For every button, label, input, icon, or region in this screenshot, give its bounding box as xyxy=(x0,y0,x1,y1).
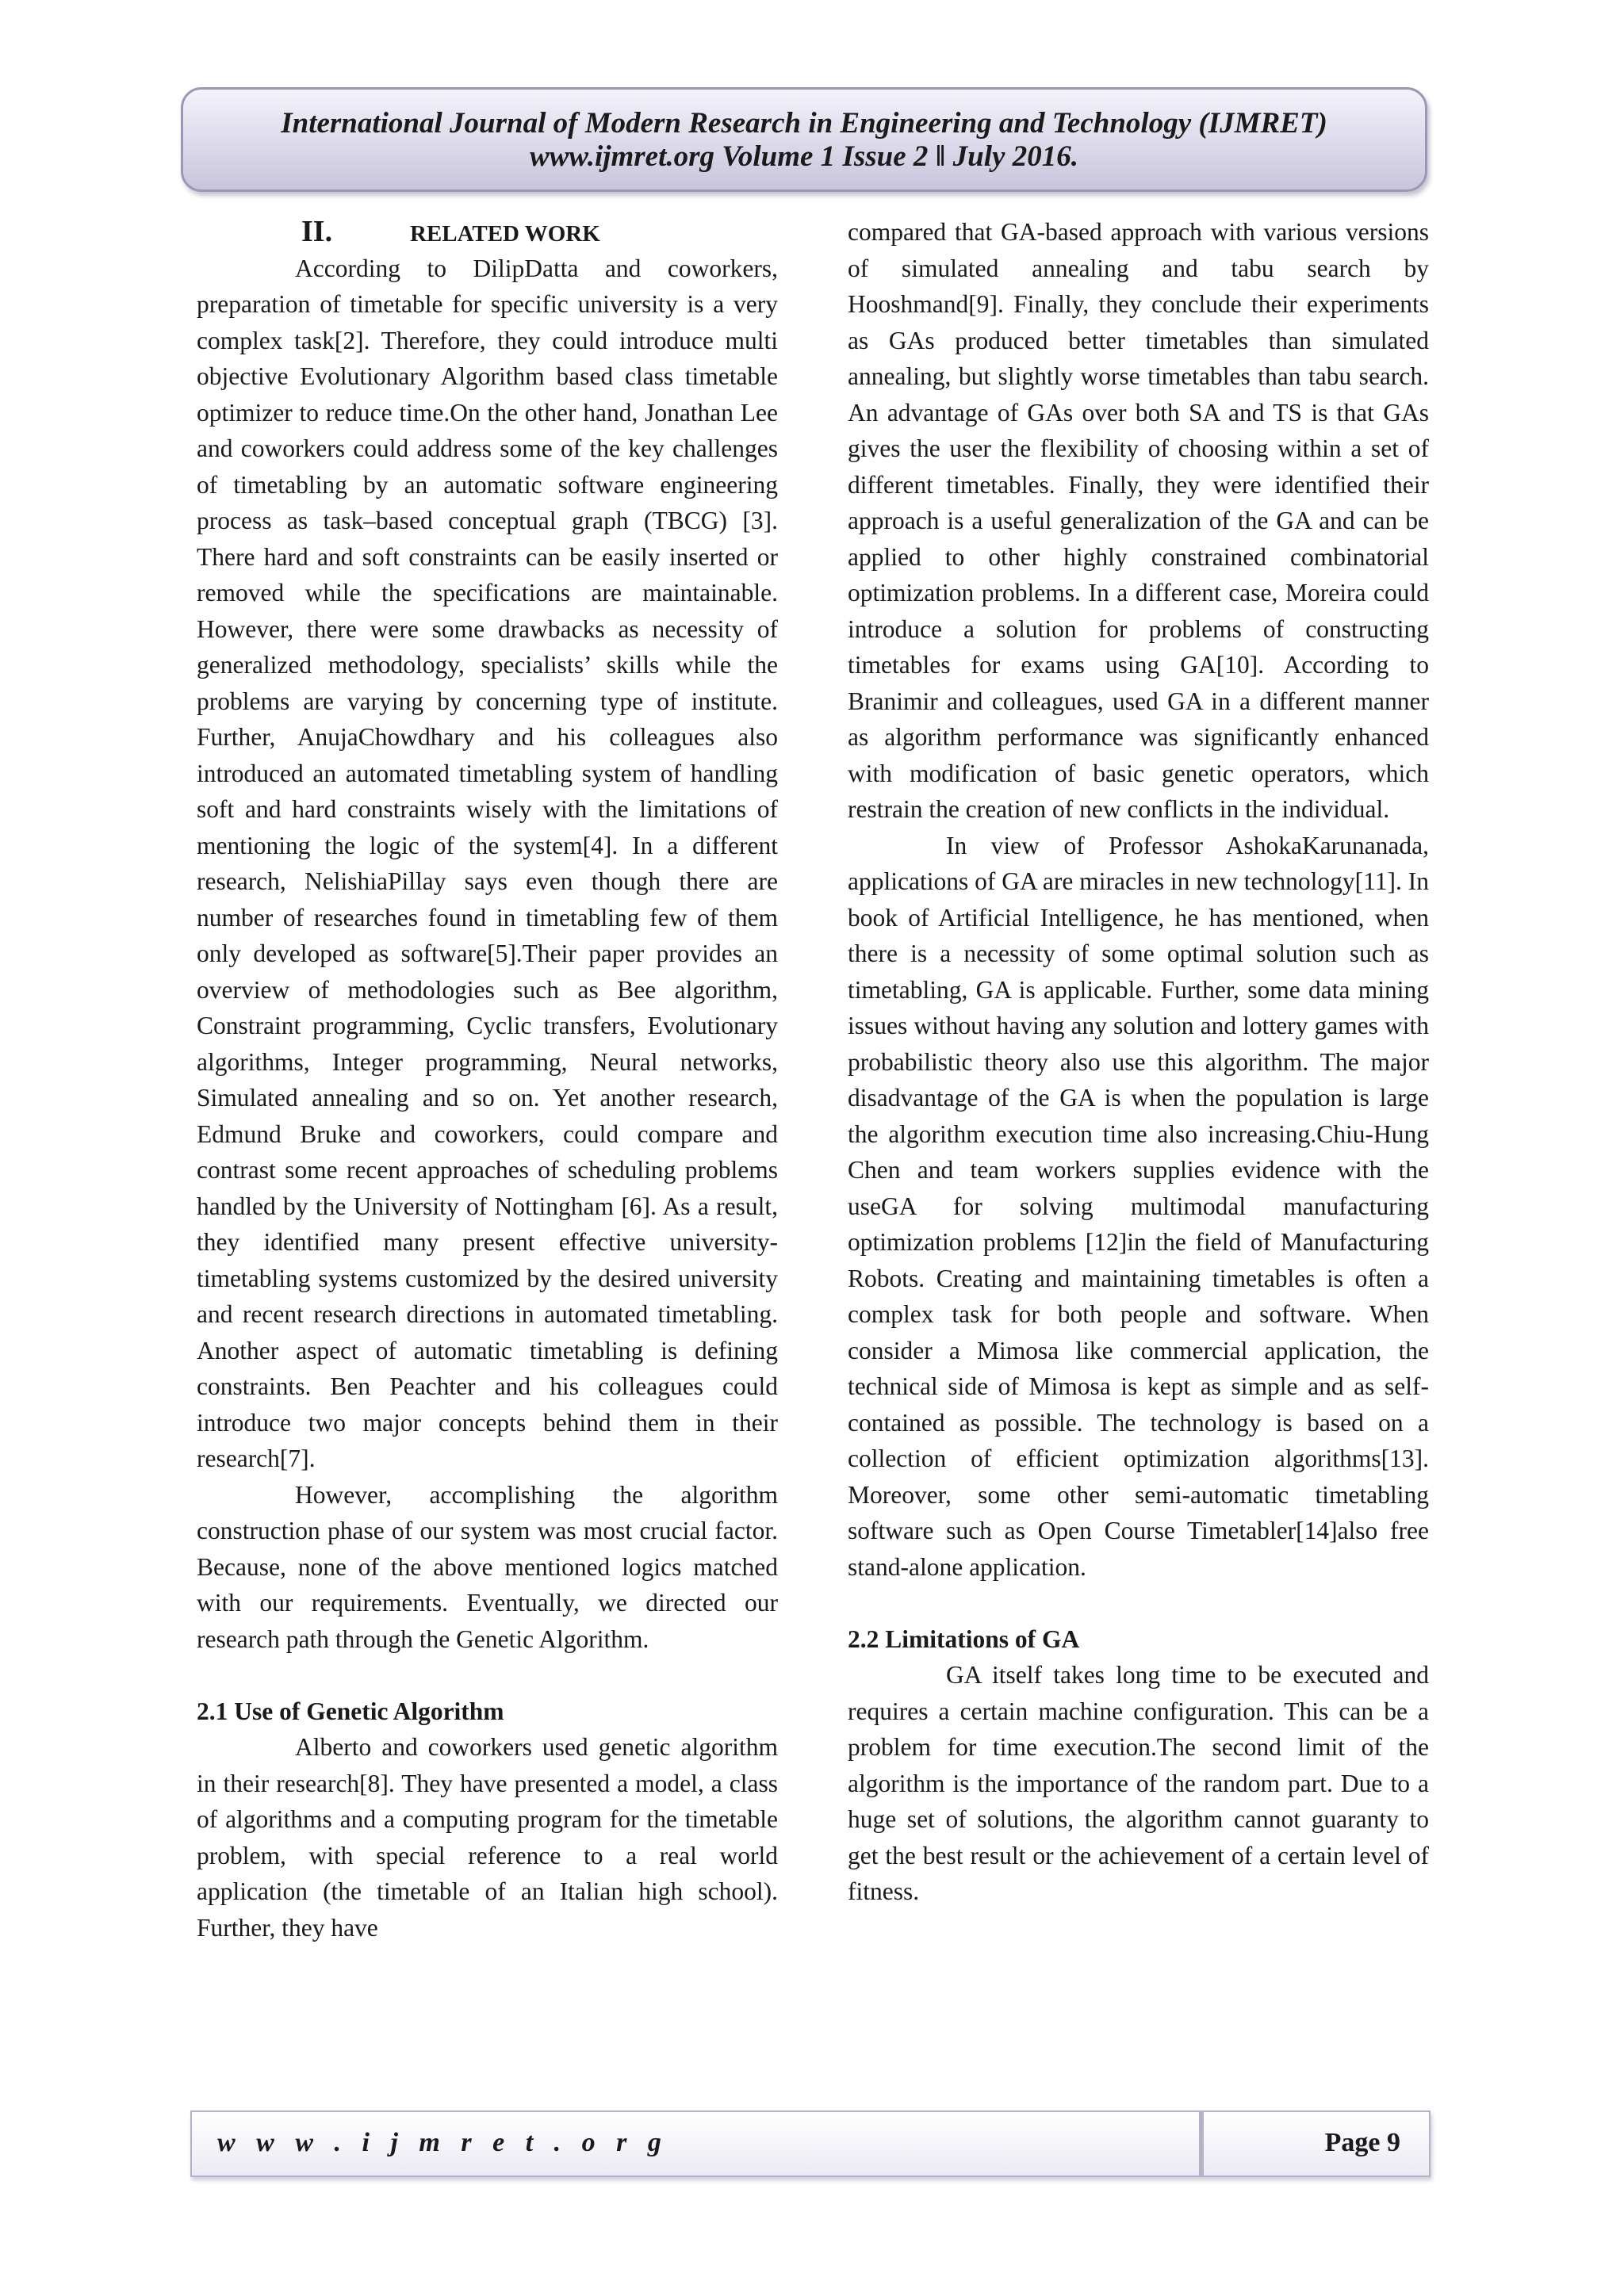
paragraph-related-work: According to DilipDatta and coworkers, preparation of timetable for specific university is a very complex task[2]. Therefore, they could introduce multi objective Evolutionary Algorithm based class timetable optimizer to reduce time.On the other hand, Jonathan Lee and coworkers could address some of the key challenges of timetabling by an automatic software engineering process as task–based conceptual graph (TBCG) [3]. There hard and soft constraints can be easily inserted or removed while the specifications are maintainable. However, there were some drawbacks as necessity of generalized methodology, specialists’ skills while the problems are varying by concerning type of institute. Further, AnujaChowdhary and his colleagues also introduced an automated timetabling system of handling soft and hard constraints wisely with the limitations of mentioning the logic of the system[4]. In a different research, NelishiaPillay says even though there are number of researches found in timetabling few of them only developed as software[5].Their paper provides an overview of methodologies such as Bee algorithm, Constraint programming, Cyclic transfers, Evolutionary algorithms, Integer programming, Neural networks, Simulated annealing and so on. Yet another research, Edmund Bruke and coworkers, could compare and contrast some recent approaches of scheduling problems handled by the University of Nottingham [6]. As a result, they identified many present effective university-timetabling systems customized by the desired university and recent research directions in automated timetabling. Another aspect of automatic timetabling is defining constraints. Ben Peachter and his colleagues could introduce two major concepts behind them in their research[7]. xyxy=(197,254,778,1472)
subsection-heading-use-of-ga: 2.1 Use of Genetic Algorithm xyxy=(197,1697,504,1725)
paragraph-use-of-ga: Alberto and coworkers used genetic algorithm in their research[8]. They have presented a model, a class of algorithms and a computing program for the timetable problem, with special reference to a real world application (the timetable of an Italian high school). Further, they have xyxy=(197,1733,778,1942)
footer-divider xyxy=(1199,2112,1204,2175)
spacer xyxy=(197,1657,778,1693)
page-number: Page 9 xyxy=(1324,2128,1400,2157)
spacer xyxy=(848,1585,1429,1621)
page-footer xyxy=(190,2110,1431,2177)
section-number: II. xyxy=(301,215,333,248)
right-column xyxy=(848,214,1429,1910)
paragraph-algorithm-construction: However, accomplishing the algorithm construction phase of our system was most crucial factor. Because, none of the above mentioned logics matched with our requirements. Eventually, we directed our research path through the Genetic Algorithm. xyxy=(197,1480,778,1653)
paragraph-ga-comparison: compared that GA-based approach with various versions of simulated annealing and tabu search by Hooshmand[9]. Finally, they conclude their experiments as GAs produced better timetables than simulated annealing, but slightly worse timetables than tabu search. An advantage of GAs over both SA and TS is that GAs gives the user the flexibility of choosing within a set of different timetables. Finally, they were identified their approach is a useful generalization of the GA and can be applied to other highly constrained combinatorial optimization problems. In a different case, Moreira could introduce a solution for problems of constructing timetables for exams using GA[10]. According to Branimir and colleagues, used GA in a different manner as algorithm performance was significantly enhanced with modification of basic genetic operators, which restrain the creation of new conflicts in the individual. xyxy=(848,218,1429,823)
paragraph-limitations: GA itself takes long time to be executed and requires a certain machine configuration. This can be a problem for time execution.The second limit of the algorithm is the importance of the random part. Due to a huge set of solutions, the algorithm cannot guaranty to get the best result or the achievement of a certain level of fitness. xyxy=(848,1661,1429,1905)
subsection-heading-limitations: 2.2 Limitations of GA xyxy=(848,1624,1080,1653)
left-column xyxy=(197,214,778,1946)
journal-title: International Journal of Modern Research in Engineering and Technology (IJMRET) xyxy=(281,107,1327,140)
journal-issue-info: www.ijmret.org Volume 1 Issue 2 ǁ July 2016. xyxy=(530,140,1078,173)
paragraph-ga-applications: In view of Professor AshokaKarunanada, applications of GA are miracles in new technology[11]. In book of Artificial Intelligence, he has mentioned, when there is a necessity of some optimal solution such as timetabling, GA is applicable. Further, some data mining issues without having any solution and lottery games with probabilistic theory also use this algorithm. The major disadvantage of the GA is when the population is large the algorithm execution time also increasing.Chiu-Hung Chen and team workers supplies evidence with the useGA for solving multimodal manufacturing optimization problems [12]in the field of Manufacturing Robots. Creating and maintaining timetables is often a complex task for both people and software. When consider a Mimosa like commercial application, the technical side of Mimosa is kept as simple and as self-contained as possible. The technology is based on a collection of efficient optimization algorithms[13]. Moreover, some other semi-automatic timetabling software such as Open Course Timetabler[14]also free stand-alone application. xyxy=(848,831,1429,1581)
section-title: RELATED WORK xyxy=(409,221,600,247)
journal-header xyxy=(181,87,1427,192)
footer-website: w w w . i j m r e t . o r g xyxy=(217,2128,668,2157)
section-heading xyxy=(197,214,778,251)
